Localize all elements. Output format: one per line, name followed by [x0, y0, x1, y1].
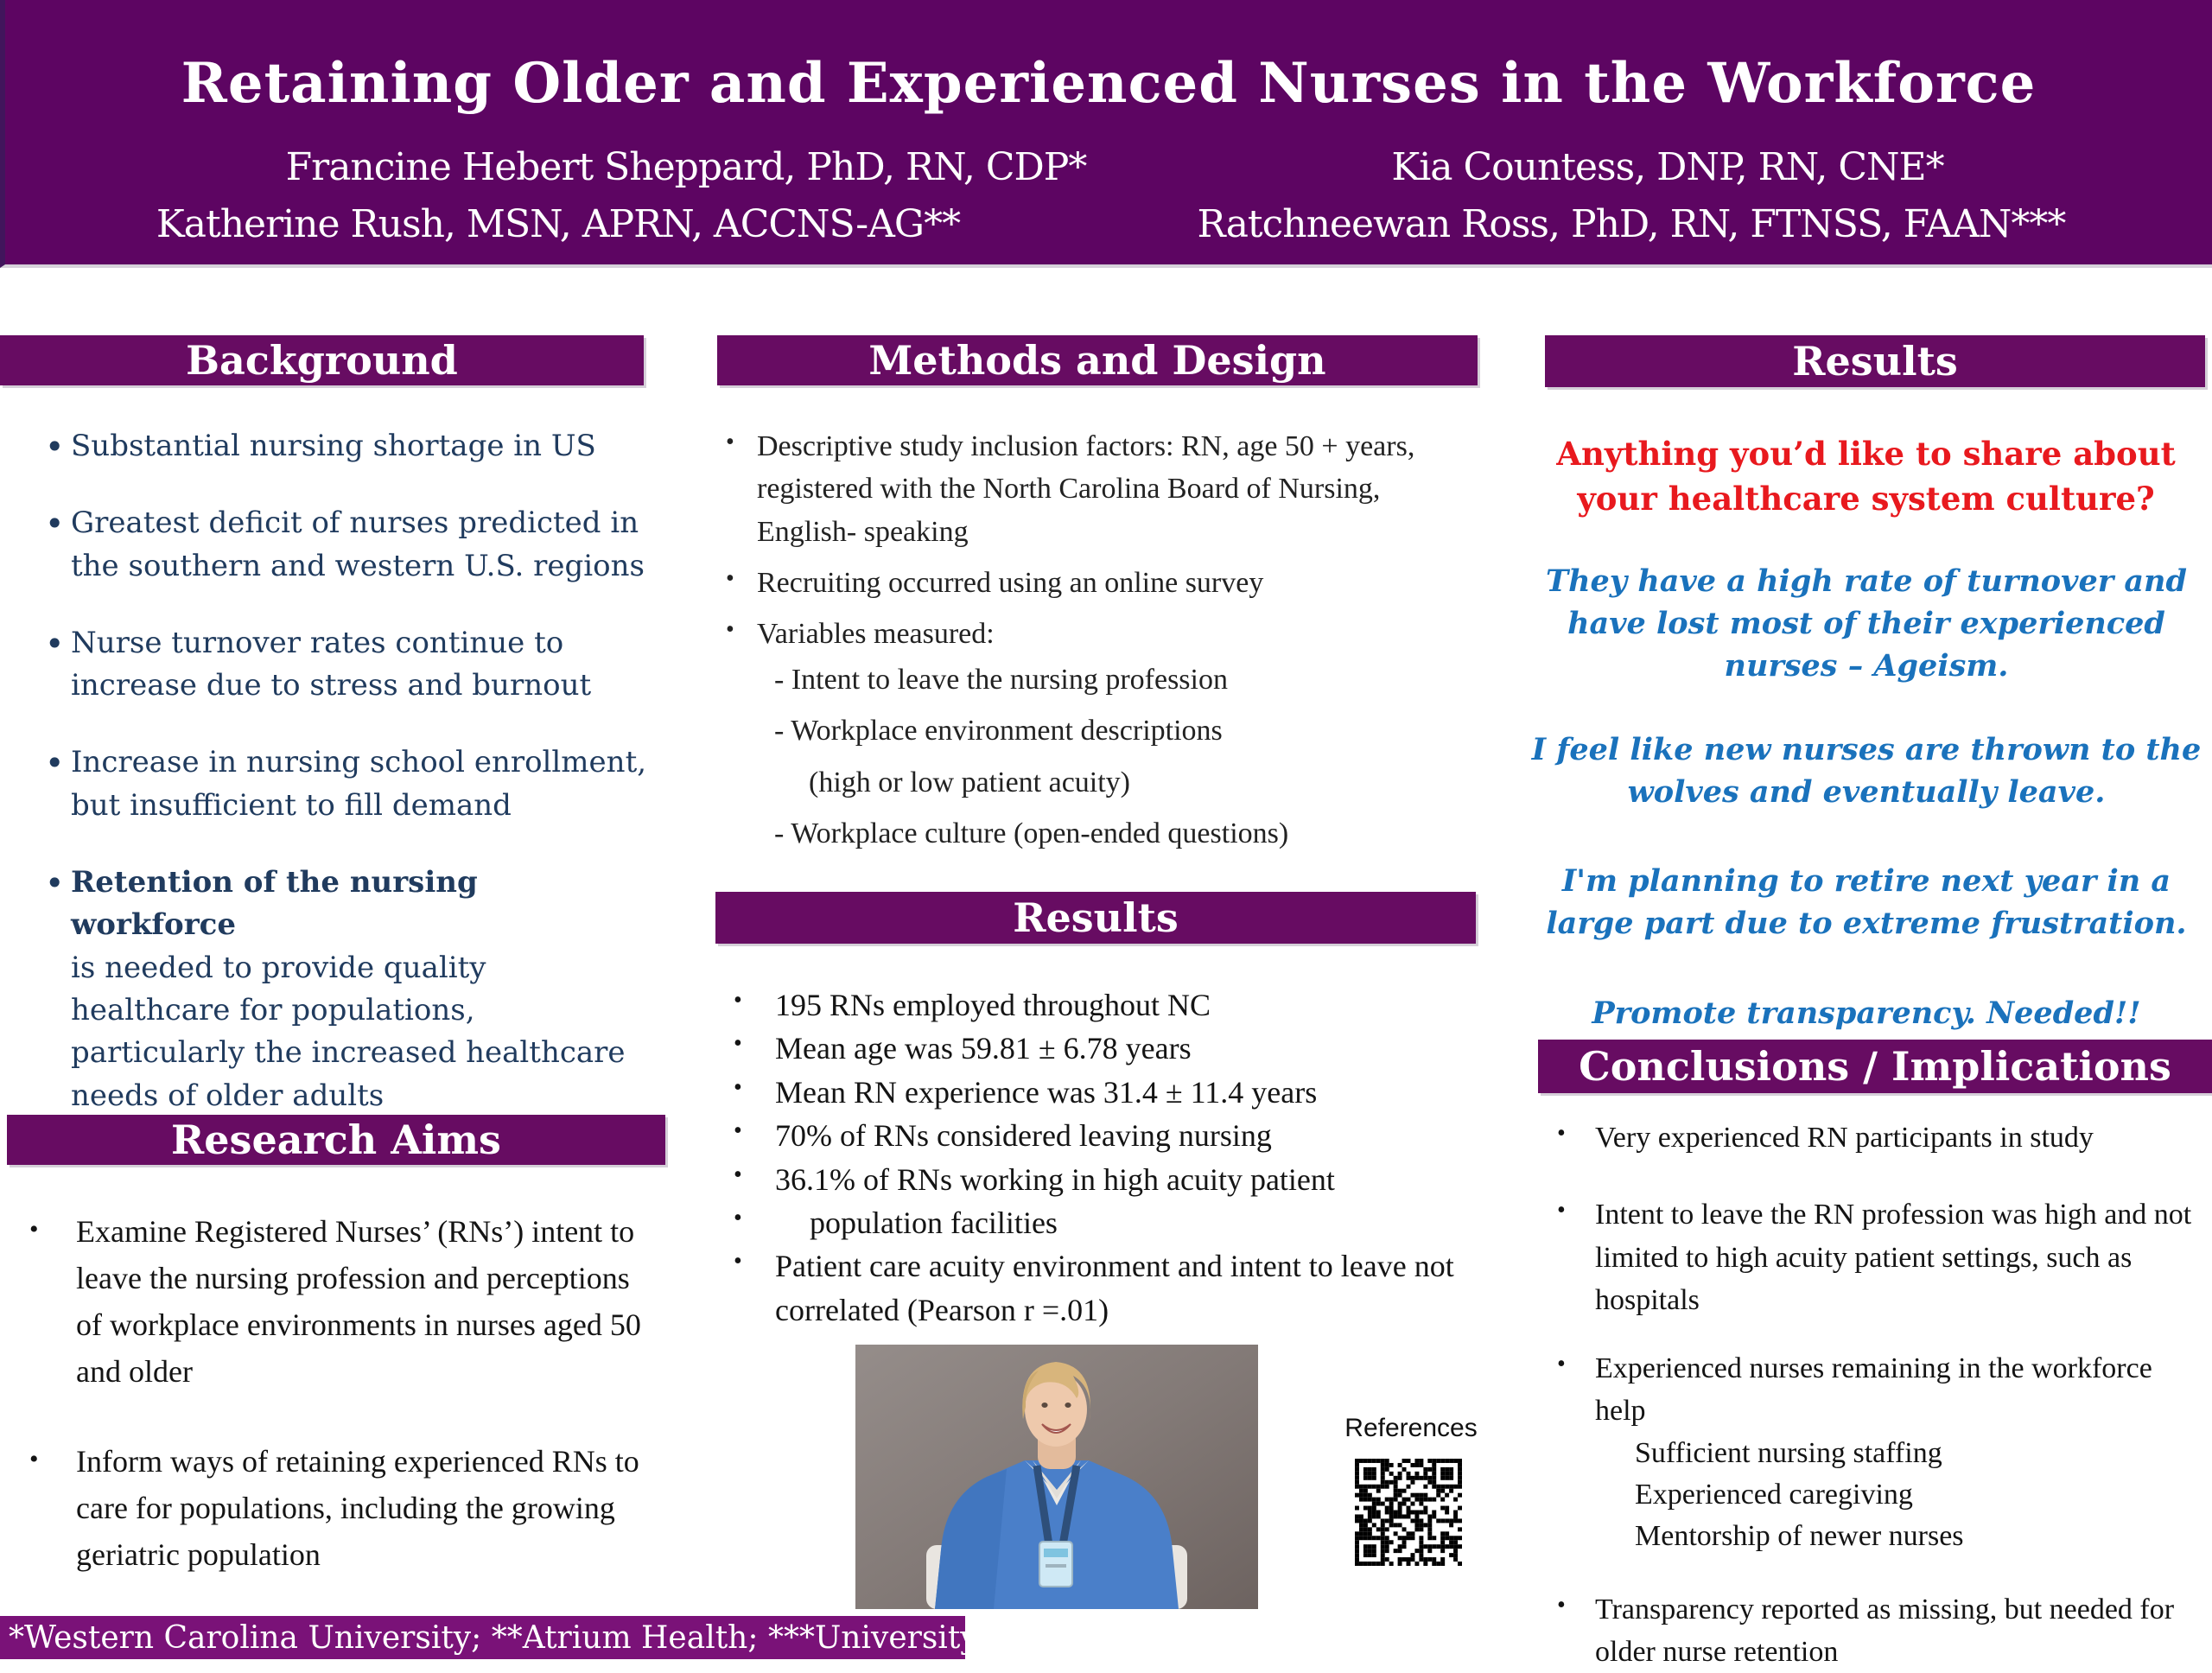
results-mid-header — [715, 892, 1476, 944]
list-item-text: Experienced nurses remaining in the workforce help — [1595, 1352, 2152, 1428]
list-item: • Examine Registered Nurses’ (RNs’) intent to leave the nursing profession and perceptions of workplace environments in nurses aged 50 and older — [26, 1208, 641, 1395]
methods-list — [724, 425, 1469, 664]
results-right-header-label: Results — [1792, 338, 1958, 385]
references-label: References — [1344, 1414, 1478, 1442]
list-item: • Substantial nursing shortage in US — [45, 425, 650, 468]
list-item — [1555, 1347, 2202, 1557]
list-item: • population facilities — [730, 1201, 1489, 1244]
sub-list-item: - Intent to leave the nursing profession — [774, 664, 1228, 696]
list-item-bold-lead: • Retention of the nursing workforce — [71, 865, 478, 943]
list-item: • Descriptive study inclusion factors: RN, age 50 + years, registered with the North Carolina Board of Nursing, English- speaking — [724, 425, 1469, 553]
list-item: • Intent to leave the RN profession was high and not limited to high acuity patient settings, such as hospitals — [1555, 1193, 2202, 1321]
author-name: Ratchneewan Ross, PhD, RN, FTNSS, FAAN*** — [1197, 202, 2066, 246]
poster-banner — [0, 0, 2212, 268]
nurse-photo — [855, 1345, 1258, 1609]
poster-title: Retaining Older and Experienced Nurses in the Workforce — [181, 50, 2037, 116]
list-item: • Inform ways of retaining experienced RNs to care for populations, including the growing geriatric population — [26, 1438, 641, 1578]
references-qr-svg — [1355, 1459, 1462, 1566]
sub-list-item: - Workplace culture (open-ended questions) — [774, 817, 1289, 849]
participant-quote: I feel like new nurses are thrown to the wolves and eventually leave. — [1531, 732, 2202, 810]
conclusions-header-label: Conclusions / Implications — [1579, 1043, 2171, 1090]
participant-quote: They have a high rate of turnover and have lost most of their experienced nurses – Ageism. — [1546, 563, 2187, 684]
results-mid-list — [730, 983, 1489, 1332]
list-item: • Transparency reported as missing, but needed for older nurse retention — [1555, 1588, 2202, 1673]
footer-affiliations-text: *Western Carolina University; **Atrium Health; ***University of Louisville — [9, 1619, 1179, 1656]
background-header — [0, 335, 644, 385]
list-item: • Recruiting occurred using an online survey — [724, 562, 1469, 604]
conclusions-header — [1538, 1040, 2212, 1093]
research-aims-header-label: Research Aims — [171, 1116, 501, 1163]
sub-list-item: Sufficient nursing staffing — [1635, 1436, 1942, 1469]
participant-quote: Promote transparency. Needed!! — [1592, 996, 2141, 1031]
list-item: • Mean age was 59.81 ± 6.78 years — [730, 1027, 1489, 1070]
research-aims-list — [26, 1208, 641, 1621]
list-item: • 195 RNs employed throughout NC — [730, 983, 1489, 1027]
conclusions-list — [1555, 1116, 2202, 1673]
results-question: Anything you’d like to share about your healthcare system culture? — [1556, 435, 2176, 518]
list-item: • Variables measured: — [724, 613, 1469, 655]
methods-header-label: Methods and Design — [868, 337, 1326, 384]
methods-sub-list — [774, 658, 1465, 863]
background-list — [45, 425, 650, 1152]
sub-list-item: Mentorship of newer nurses — [1635, 1520, 1964, 1553]
footer-affiliations-bar — [0, 1616, 1179, 1659]
list-item: • 36.1% of RNs working in high acuity patient — [730, 1158, 1489, 1201]
author-name: Francine Hebert Sheppard, PhD, RN, CDP* — [285, 145, 1087, 189]
sub-list-item: - Workplace environment descriptions — [774, 715, 1223, 747]
research-aims-header — [7, 1115, 665, 1165]
results-mid-header-label: Results — [1013, 894, 1179, 941]
methods-header — [717, 335, 1478, 385]
participant-quote: I'm planning to retire next year in a large part due to extreme frustration. — [1546, 863, 2187, 941]
list-item: • Very experienced RN participants in study — [1555, 1116, 2202, 1159]
list-item — [45, 862, 650, 1117]
author-name: Kia Countess, DNP, RN, CNE* — [1391, 145, 1944, 189]
background-header-label: Background — [186, 337, 458, 384]
list-item: • Increase in nursing school enrollment, but insufficient to fill demand — [45, 741, 650, 827]
list-item: • Greatest deficit of nurses predicted in the southern and western U.S. regions — [45, 502, 650, 588]
author-name: Katherine Rush, MSN, APRN, ACCNS-AG** — [156, 202, 961, 246]
list-item-text: is needed to provide quality healthcare for populations, particularly the increased healthcare needs of older adults — [71, 950, 626, 1113]
list-item: • 70% of RNs considered leaving nursing — [730, 1114, 1489, 1157]
sub-list-item: (high or low patient acuity) — [809, 766, 1131, 798]
sub-list-item: Experienced caregiving — [1635, 1479, 1913, 1511]
list-item: • Patient care acuity environment and intent to leave not correlated (Pearson r =.01) — [730, 1244, 1489, 1332]
list-item: • Nurse turnover rates continue to increase due to stress and burnout — [45, 622, 650, 708]
list-item: • Mean RN experience was 31.4 ± 11.4 years — [730, 1071, 1489, 1114]
results-right-header — [1545, 335, 2205, 387]
